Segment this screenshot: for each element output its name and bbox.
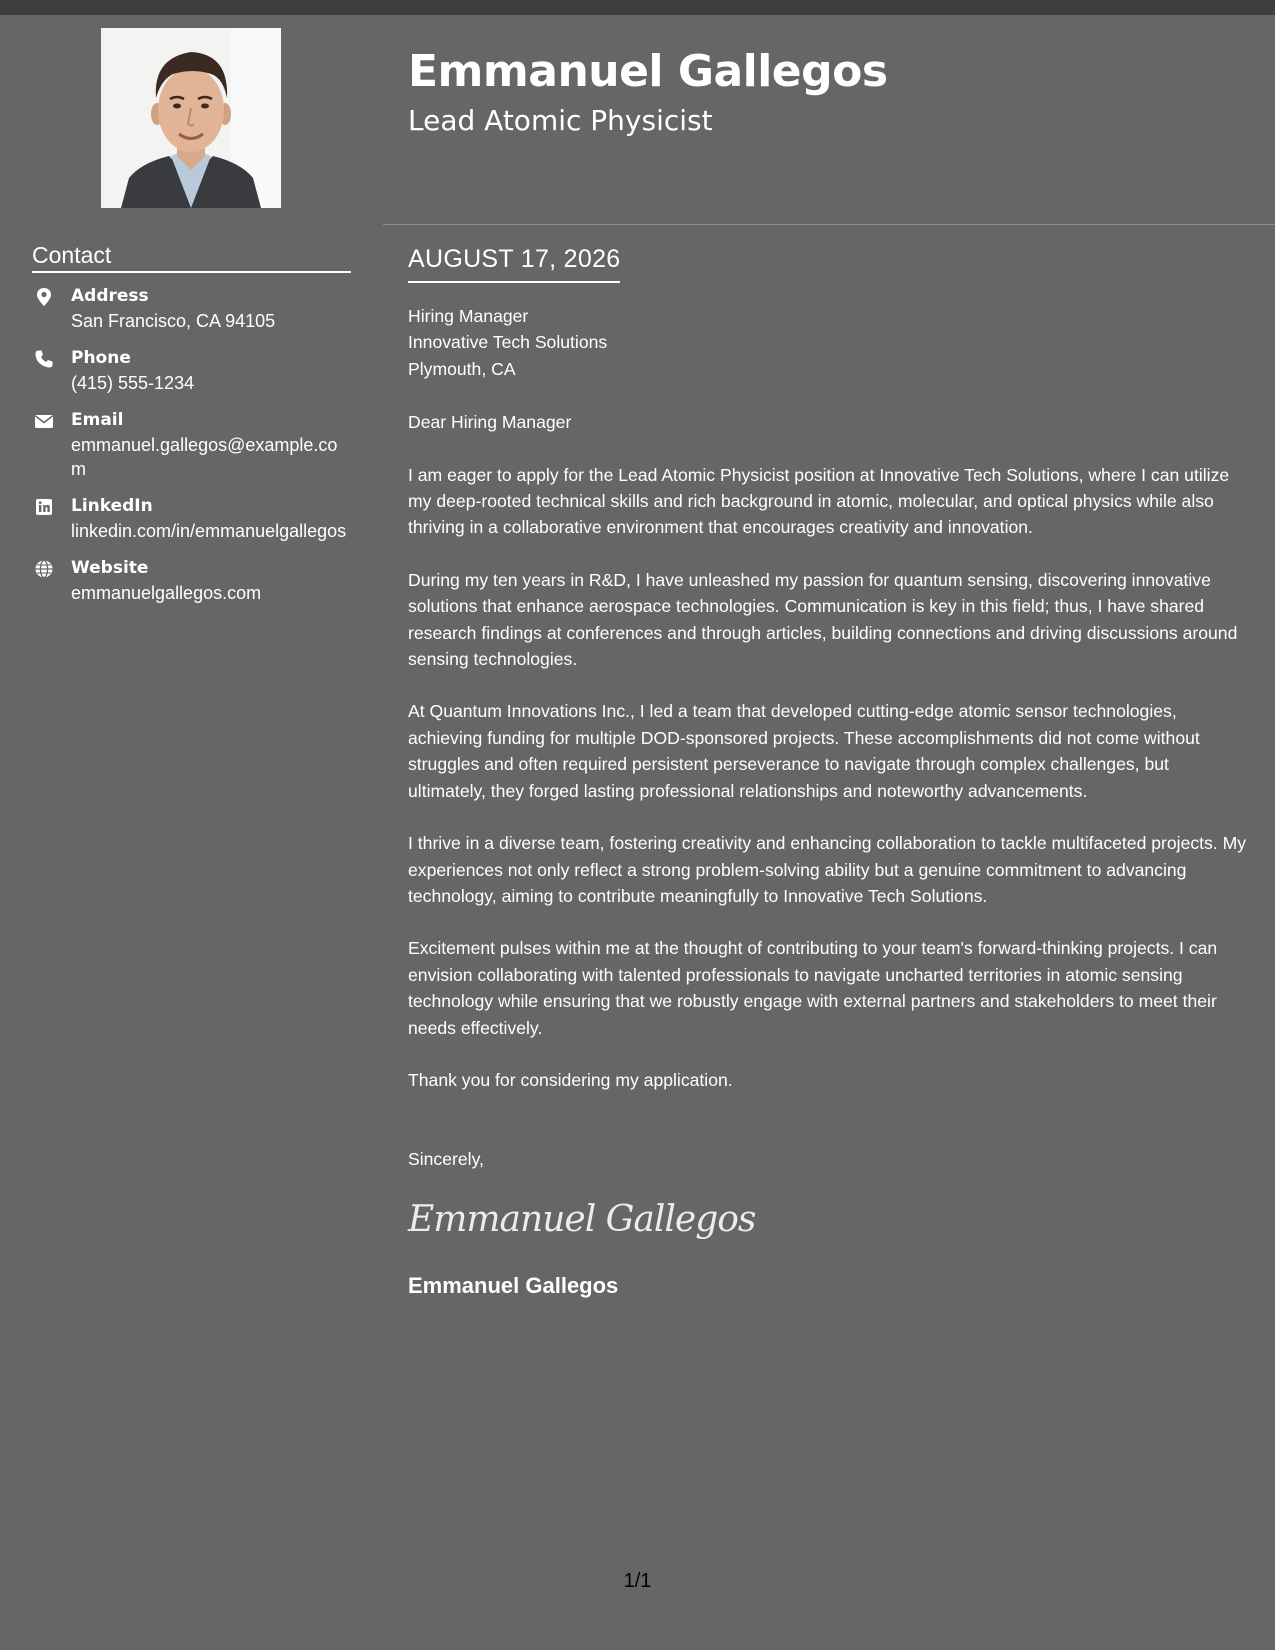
contact-item-email: [32, 408, 352, 481]
body-paragraph: Excitement pulses within me at the thought of contributing to your team's forward-thinking projects. I can envision collaborating with talented professionals to navigate uncharted territories in atomic sensing technology while ensuring that we robustly engage with external partners and stakeholders to meet their needs effectively.: [408, 938, 1218, 1038]
contact-heading: Contact: [32, 240, 351, 273]
phone-icon: [34, 349, 54, 369]
page-number: 1/1: [623, 1570, 652, 1592]
linkedin-link[interactable]: linkedin.com/in/emmanuelgallegos: [71, 521, 347, 541]
signed-name: Emmanuel Gallegos: [408, 1272, 619, 1298]
recipient-line: Plymouth, CA: [408, 358, 516, 379]
contact-item-linkedin: [32, 494, 352, 543]
body-paragraph: I am eager to apply for the Lead Atomic Physicist position at Innovative Tech Solutions, where I can utilize my deep-rooted technical skills and rich background in atomic, molecular, and optical physics while also thriving in a collaborative environment that encourages creativity and innovation.: [408, 464, 1230, 538]
body-paragraph: At Quantum Innovations Inc., I led a team that developed cutting-edge atomic sensor technologies, achieving funding for multiple DOD-sponsored projects. These accomplishments did not come without struggles and often required persistent perseverance to navigate through complex challenges, but ultimately, they forged lasting professional relationships and noteworthy advancements.: [408, 701, 1200, 801]
applicant-name: Emmanuel Gallegos: [408, 46, 888, 97]
profile-photo: [101, 28, 281, 208]
recipient-line: Hiring Manager: [408, 306, 529, 326]
location-pin-icon: [34, 287, 54, 307]
signature-image: [408, 1195, 756, 1245]
contact-label: Email: [71, 410, 124, 430]
contact-label: LinkedIn: [71, 496, 153, 516]
salutation: Dear Hiring Manager: [408, 412, 572, 433]
top-bar: [0, 0, 1275, 15]
contact-label: Website: [71, 558, 149, 578]
envelope-icon: [34, 411, 54, 431]
letter-body: [408, 303, 1250, 1301]
recipient-line: Innovative Tech Solutions: [408, 332, 608, 353]
linkedin-icon: [34, 497, 54, 517]
header-divider: [383, 224, 1275, 225]
website-link[interactable]: emmanuelgallegos.com: [71, 583, 262, 603]
contact-label: Phone: [71, 348, 131, 368]
body-paragraph: During my ten years in R&D, I have unleashed my passion for quantum sensing, discovering innovative solutions that enhance aerospace technologies. Communication is key in this field; thus, I have shared research findings at conferences and through articles, building connections and driving discussions around sensing technologies.: [408, 569, 1238, 670]
contact-label: Address: [71, 286, 149, 306]
email-link[interactable]: emmanuel.gallegos@example.com: [71, 435, 338, 479]
signature: Emmanuel Gallegos: [408, 1198, 756, 1240]
contact-item-phone: [32, 346, 352, 395]
contact-list: [32, 284, 352, 618]
body-paragraph: I thrive in a diverse team, fostering creativity and enhancing collaboration to tackle multifaceted projects. My experiences not only reflect a strong problem-solving ability but a genuine commitment to advancing technology, aiming to contribute meaningfully to Innovative Tech Solutions.: [408, 833, 1247, 906]
contact-item-address: [32, 284, 352, 333]
applicant-title: Lead Atomic Physicist: [408, 104, 713, 137]
address-value: San Francisco, CA 94105: [71, 311, 276, 331]
contact-item-website: [32, 556, 352, 605]
closing: Sincerely,: [408, 1149, 484, 1170]
recipient-block: [408, 303, 1250, 382]
thanks-line: Thank you for considering my application.: [408, 1069, 733, 1090]
letter-date: AUGUST 17, 2026: [408, 243, 620, 283]
phone-value: (415) 555-1234: [71, 373, 195, 393]
globe-icon: [34, 559, 54, 579]
